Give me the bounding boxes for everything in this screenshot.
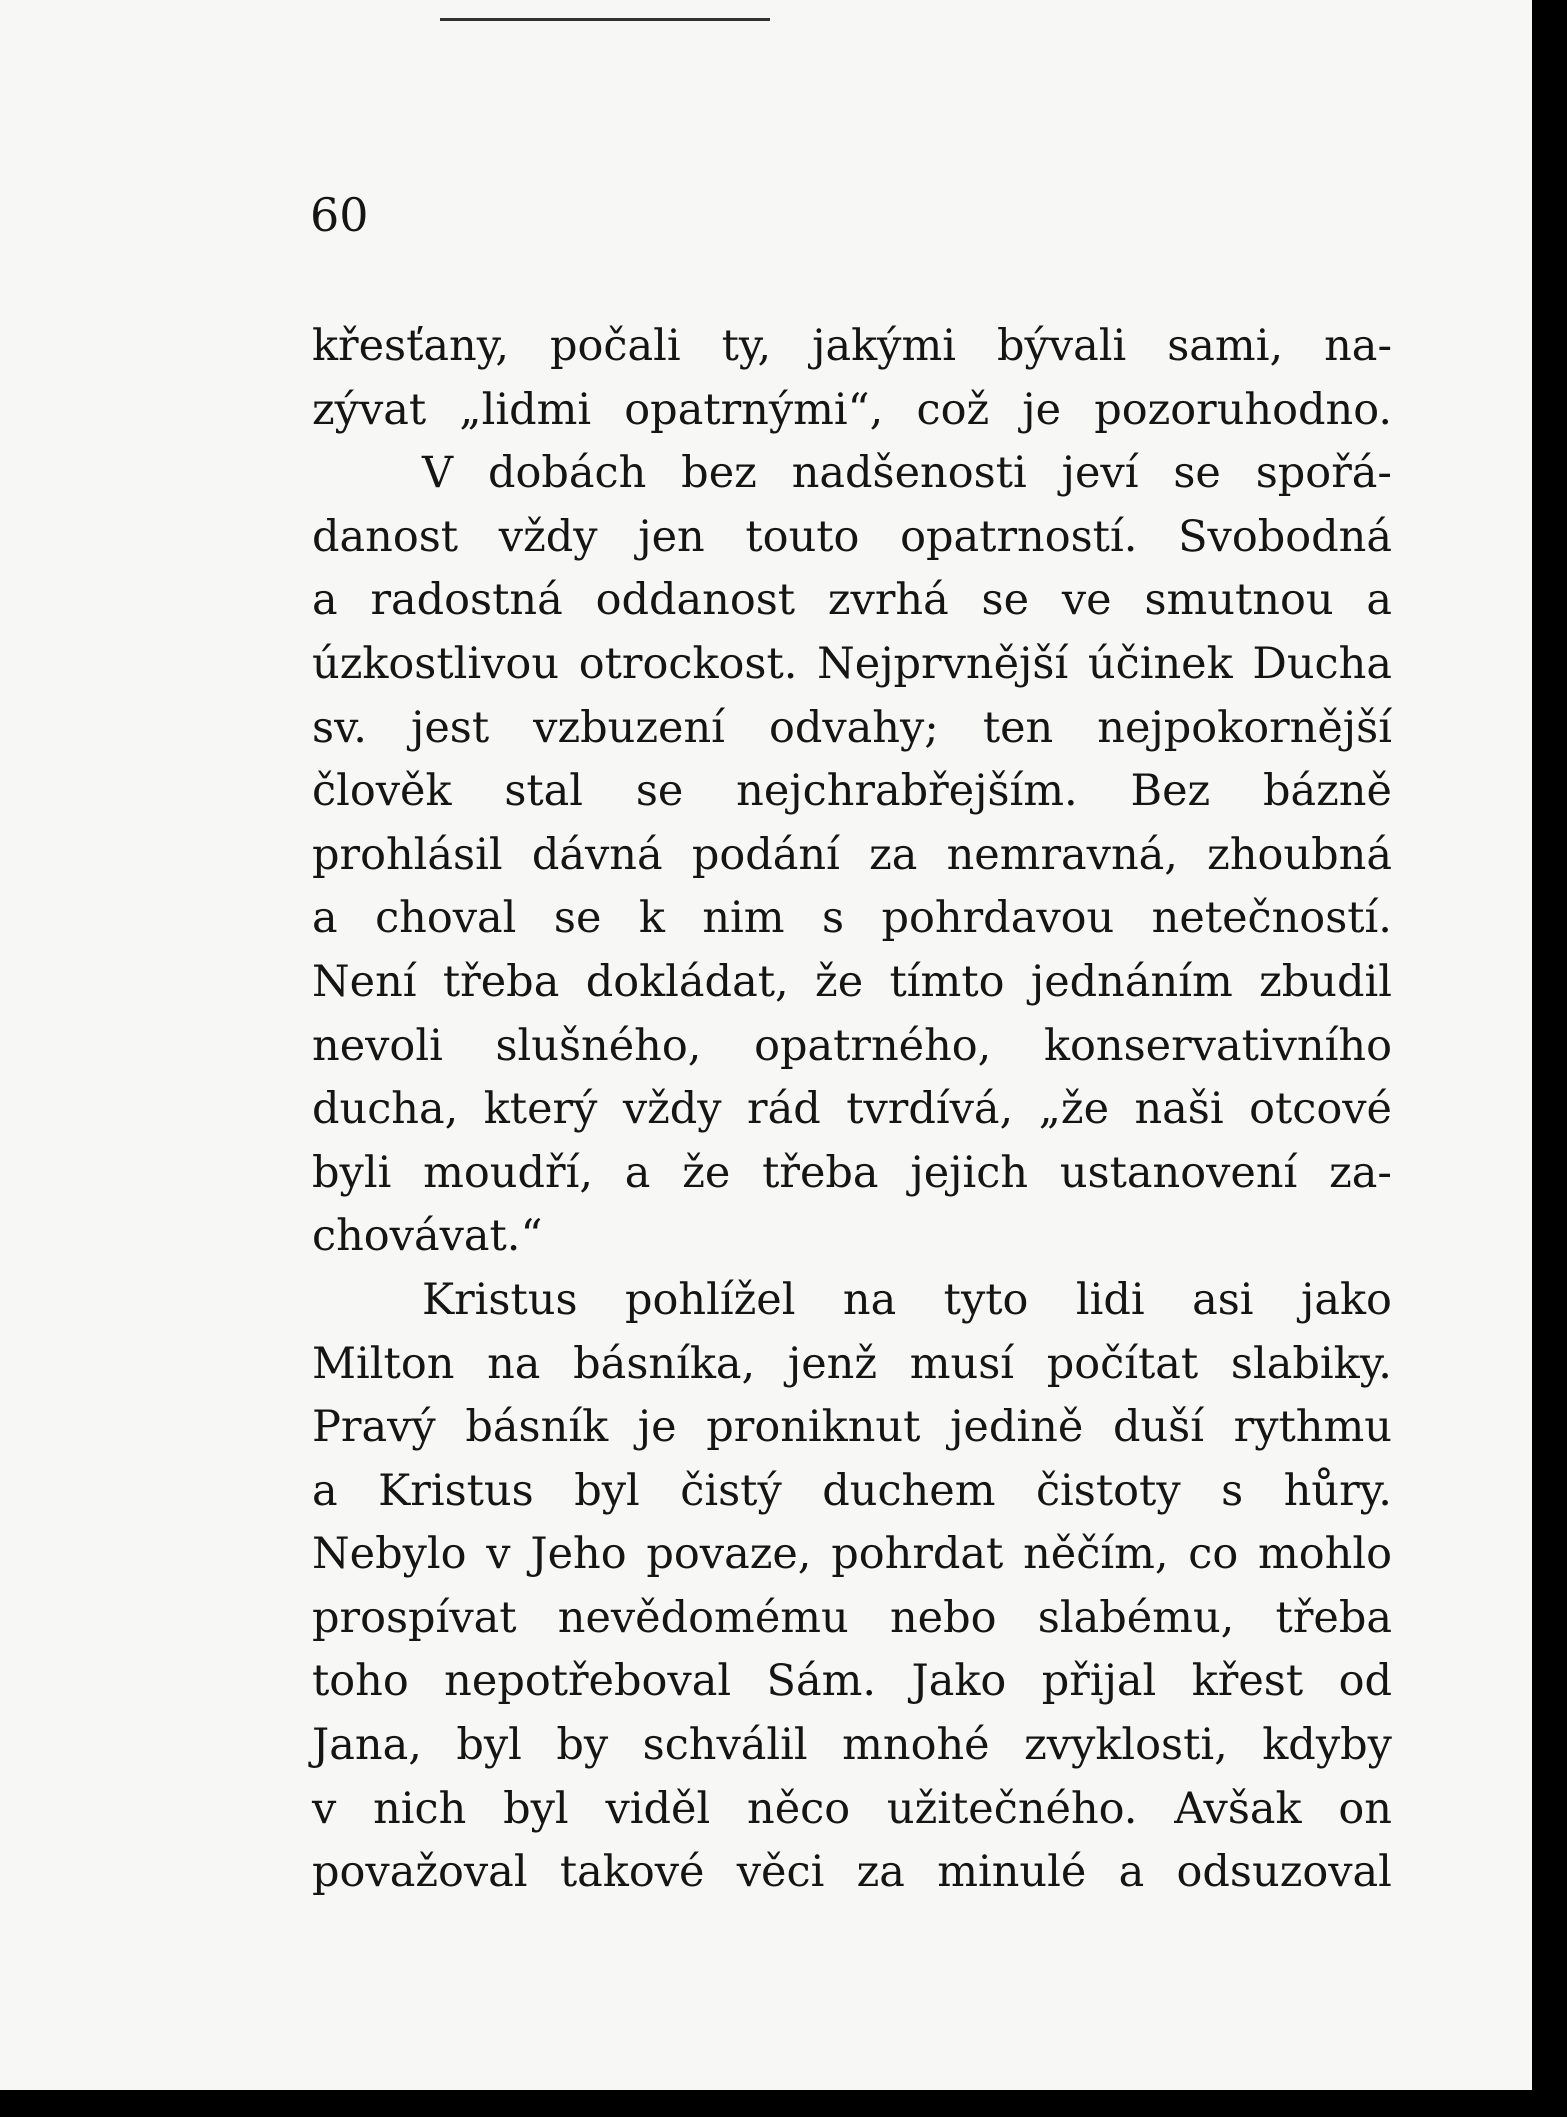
word: básník xyxy=(465,1402,609,1453)
word: tímto xyxy=(889,956,1005,1007)
word: s xyxy=(1221,1465,1244,1516)
text-line xyxy=(312,951,1392,1015)
word: opatrnými“, xyxy=(624,384,884,435)
word: lidi xyxy=(1075,1274,1145,1325)
word: zvyklosti, xyxy=(1024,1720,1228,1771)
word: Nebylo xyxy=(312,1529,467,1580)
word: Milton xyxy=(312,1338,455,1389)
word: účinek xyxy=(1087,638,1233,689)
word: ty, xyxy=(721,321,772,371)
word: vždy xyxy=(622,1084,722,1135)
word: v xyxy=(486,1529,511,1580)
word: třeba xyxy=(442,956,560,1007)
word: třeba xyxy=(762,1147,879,1198)
word: ustanovení xyxy=(1059,1147,1298,1198)
word: se xyxy=(981,575,1030,626)
word: Jeho xyxy=(530,1529,627,1580)
word: asi xyxy=(1192,1274,1254,1325)
word: na xyxy=(487,1338,541,1389)
text-line xyxy=(312,1078,1392,1142)
text-line xyxy=(312,1587,1392,1651)
word: Jana, xyxy=(312,1720,422,1771)
page-number: 60 xyxy=(310,188,369,242)
word: což xyxy=(916,384,990,435)
word: zvrhá xyxy=(827,575,949,626)
word: spořá- xyxy=(1255,448,1392,499)
word: k xyxy=(638,893,665,944)
word: se xyxy=(1173,448,1221,499)
word: za xyxy=(856,1847,905,1898)
word: jako xyxy=(1301,1274,1392,1325)
text-line xyxy=(312,569,1392,633)
word: jakými xyxy=(812,321,956,371)
word: pohrdavou xyxy=(881,893,1115,944)
word: něco xyxy=(747,1783,851,1834)
word: pozoruhodno. xyxy=(1094,384,1392,435)
word: čistý xyxy=(680,1465,782,1516)
word: zhoubná xyxy=(1207,829,1392,880)
word: nim xyxy=(702,893,785,944)
scan-border-bottom xyxy=(0,2090,1567,2117)
word: který xyxy=(483,1084,598,1135)
top-rule xyxy=(440,18,770,21)
word: něčím, xyxy=(1023,1529,1169,1580)
word: slabiky. xyxy=(1230,1338,1392,1389)
word: „že xyxy=(1038,1084,1110,1135)
word: na xyxy=(842,1274,897,1325)
word: v xyxy=(312,1783,337,1834)
word: a xyxy=(1118,1847,1145,1898)
word: jejich xyxy=(910,1147,1029,1198)
word: vždy xyxy=(498,511,598,562)
word: nevoli xyxy=(312,1020,443,1071)
word: podání xyxy=(691,829,840,880)
word: byli xyxy=(312,1147,392,1198)
word: choval xyxy=(375,893,517,944)
text-line xyxy=(312,1841,1392,1905)
word: ve xyxy=(1061,575,1112,626)
word: zbudil xyxy=(1259,956,1392,1007)
word: rád xyxy=(747,1084,821,1135)
word: Pravý xyxy=(312,1402,436,1453)
word: nemravná, xyxy=(946,829,1178,880)
text-line xyxy=(312,1015,1392,1079)
word: užitečného. xyxy=(886,1783,1138,1834)
text-line xyxy=(312,760,1392,824)
word: vzbuzení xyxy=(533,702,725,753)
word: Není xyxy=(312,956,417,1007)
word: Nejprvnější xyxy=(817,638,1069,689)
word: jest xyxy=(410,702,490,753)
word: Jako xyxy=(911,1656,1007,1707)
word: slušného, xyxy=(495,1020,702,1071)
text-line xyxy=(312,887,1392,951)
text-line xyxy=(312,1205,1392,1269)
word: dokládat, xyxy=(585,956,789,1007)
word: byl xyxy=(456,1720,522,1771)
word: hůry. xyxy=(1283,1465,1392,1516)
text-line xyxy=(312,315,1392,379)
word: a xyxy=(624,1147,651,1198)
word: Avšak xyxy=(1174,1783,1302,1834)
word: Kristus xyxy=(422,1274,578,1325)
word: sami, xyxy=(1167,321,1284,371)
word: prohlásil xyxy=(312,829,503,880)
word: dobách xyxy=(487,448,647,499)
word: opatrného, xyxy=(754,1020,992,1071)
text-line xyxy=(312,1714,1392,1778)
word: Ducha xyxy=(1252,638,1392,689)
word: ducha, xyxy=(312,1084,459,1135)
word: člověk xyxy=(312,766,452,817)
word: kdyby xyxy=(1262,1720,1392,1771)
word: na- xyxy=(1324,321,1392,371)
word: bez xyxy=(681,448,757,499)
text-line xyxy=(312,633,1392,697)
word: křesťany, xyxy=(312,321,509,371)
word: úzkostlivou xyxy=(312,638,560,689)
word: že xyxy=(682,1147,731,1198)
word: třeba xyxy=(1275,1592,1392,1643)
word: přijal xyxy=(1041,1656,1157,1707)
text-line xyxy=(312,1396,1392,1460)
scan-border-right xyxy=(1532,0,1567,2117)
word: netečností. xyxy=(1151,893,1392,944)
word: naši xyxy=(1134,1084,1224,1135)
word: dávná xyxy=(531,829,663,880)
word: nebo xyxy=(889,1592,997,1643)
word: danost xyxy=(312,511,459,562)
word: musí xyxy=(909,1338,1015,1389)
word: pohrdat xyxy=(831,1529,1004,1580)
text-line xyxy=(312,442,1392,506)
word: věci xyxy=(736,1847,825,1898)
text-line xyxy=(312,1778,1392,1842)
word: Kristus xyxy=(378,1465,534,1516)
word: slabému, xyxy=(1037,1592,1235,1643)
text-line xyxy=(312,1460,1392,1524)
word: moudří, xyxy=(423,1147,593,1198)
word: proniknut xyxy=(706,1402,921,1453)
word: za- xyxy=(1329,1147,1392,1198)
word: konservativního xyxy=(1043,1020,1392,1071)
word: tvrdívá, xyxy=(846,1084,1014,1135)
word: jedině xyxy=(950,1402,1084,1453)
word: křest xyxy=(1191,1656,1304,1707)
word: čistoty xyxy=(1035,1465,1181,1516)
word: nejchrabřejším. xyxy=(736,766,1078,817)
body-text xyxy=(312,315,1392,1905)
word: bývali xyxy=(996,321,1127,371)
word: za xyxy=(869,829,918,880)
word: jen xyxy=(638,511,705,562)
word: je xyxy=(637,1402,677,1453)
word: Svobodná xyxy=(1178,511,1392,562)
word: nich xyxy=(373,1783,467,1834)
word: „lidmi xyxy=(459,384,592,435)
word: s xyxy=(822,893,845,944)
text-line xyxy=(312,697,1392,761)
word: rythmu xyxy=(1233,1402,1392,1453)
word: radostná xyxy=(370,575,563,626)
word: se xyxy=(553,893,602,944)
word: odsuzoval xyxy=(1176,1847,1392,1898)
word: že xyxy=(815,956,864,1007)
word: se xyxy=(635,766,684,817)
text-line xyxy=(312,379,1392,443)
text-line xyxy=(312,1523,1392,1587)
word: chovávat.“ xyxy=(312,1211,543,1262)
text-line xyxy=(312,1650,1392,1714)
word: nejpokornější xyxy=(1097,702,1392,753)
word: jednáním xyxy=(1030,956,1233,1007)
text-line xyxy=(312,506,1392,570)
word: ten xyxy=(982,702,1054,753)
word: a xyxy=(1366,575,1392,626)
word: minulé xyxy=(937,1847,1087,1898)
word: stal xyxy=(504,766,584,817)
word: a xyxy=(312,1465,338,1516)
word: od xyxy=(1338,1656,1392,1707)
word: básníka, xyxy=(573,1338,756,1389)
word: V xyxy=(422,448,454,499)
word: považoval xyxy=(312,1847,528,1898)
word: byl xyxy=(574,1465,640,1516)
word: povaze, xyxy=(646,1529,812,1580)
word: mohlo xyxy=(1258,1529,1392,1580)
text-line xyxy=(312,1333,1392,1397)
word: byl xyxy=(503,1783,569,1834)
text-line xyxy=(312,1269,1392,1333)
word: je xyxy=(1022,384,1062,435)
word: viděl xyxy=(605,1783,711,1834)
word: on xyxy=(1338,1783,1392,1834)
word: toho xyxy=(312,1656,409,1707)
word: pohlížel xyxy=(624,1274,796,1325)
word: oddanost xyxy=(595,575,796,626)
word: a xyxy=(312,575,338,626)
word: nevědomému xyxy=(557,1592,849,1643)
word: Bez xyxy=(1130,766,1211,817)
text-line xyxy=(312,824,1392,888)
word: nadšenosti xyxy=(791,448,1027,499)
word: jeví xyxy=(1061,448,1139,499)
word: Sám. xyxy=(766,1656,877,1707)
word: opatrností. xyxy=(900,511,1138,562)
word: počítat xyxy=(1046,1338,1199,1389)
word: otrockost. xyxy=(578,638,798,689)
word: jenž xyxy=(787,1338,878,1389)
word: co xyxy=(1188,1529,1239,1580)
word: bázně xyxy=(1262,766,1392,817)
word: mnohé xyxy=(842,1720,990,1771)
word: počali xyxy=(549,321,681,371)
word: duchem xyxy=(822,1465,996,1516)
word: tyto xyxy=(943,1274,1029,1325)
word: nepotřeboval xyxy=(444,1656,732,1707)
word: zývat xyxy=(312,384,427,435)
word: takové xyxy=(559,1847,705,1898)
word: smutnou xyxy=(1144,575,1334,626)
word: prospívat xyxy=(312,1592,517,1643)
word: sv. xyxy=(312,702,367,753)
text-line xyxy=(312,1142,1392,1206)
word: schválil xyxy=(642,1720,808,1771)
word: odvahy; xyxy=(768,702,939,753)
word: by xyxy=(556,1720,609,1771)
word: touto xyxy=(745,511,860,562)
word: a xyxy=(312,893,338,944)
word: otcové xyxy=(1249,1084,1392,1135)
word: duší xyxy=(1112,1402,1204,1453)
